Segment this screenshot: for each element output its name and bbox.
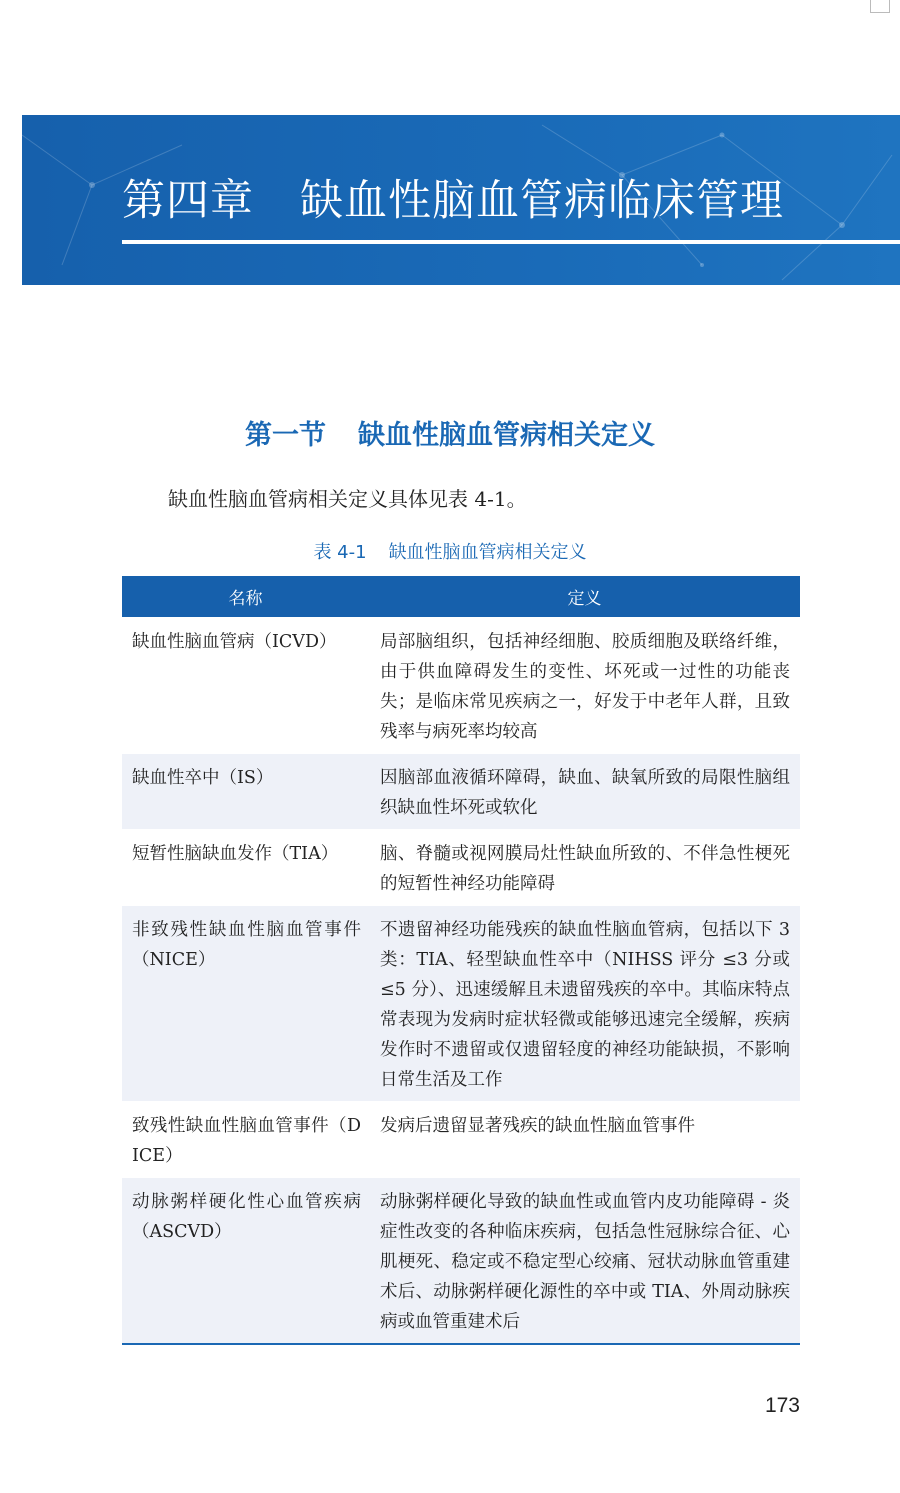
page-number: 173 bbox=[764, 1394, 800, 1417]
term-definition: 发病后遗留显著残疾的缺血性脑血管事件 bbox=[369, 1102, 800, 1178]
intro-paragraph: 缺血性脑血管病相关定义具体见表 4-1。 bbox=[168, 487, 527, 511]
chapter-title-text: 缺血性脑血管病临床管理 bbox=[300, 176, 784, 226]
chapter-title-rule bbox=[122, 240, 900, 244]
table-caption bbox=[0, 538, 900, 564]
term-definition: 动脉粥样硬化导致的缺血性或血管内皮功能障碍 - 炎症性改变的各种临床疾病，包括急性冠脉综合征、心肌梗死、稳定或不稳定型心绞痛、冠状动脉血管重建术后、动脉粥样硬化源性的卒中或 TIA、外周动脉疾病或血管重建术后 bbox=[369, 1178, 800, 1345]
table-row bbox=[122, 906, 800, 1102]
chapter-banner bbox=[22, 115, 900, 285]
term-name: 动脉粥样硬化性心血管疾病（ASCVD） bbox=[122, 1178, 369, 1345]
page-corner-mark bbox=[870, 0, 890, 13]
table-row bbox=[122, 618, 800, 754]
table-row bbox=[122, 1178, 800, 1345]
definitions-table bbox=[122, 576, 800, 1345]
section-number: 第一节 bbox=[245, 420, 326, 451]
table-row bbox=[122, 1102, 800, 1178]
term-name: 缺血性卒中（IS） bbox=[122, 754, 369, 830]
term-definition: 因脑部血液循环障碍，缺血、缺氧所致的局限性脑组织缺血性坏死或软化 bbox=[369, 754, 800, 830]
chapter-title bbox=[122, 167, 784, 228]
table-row bbox=[122, 754, 800, 830]
term-name: 缺血性脑血管病（ICVD） bbox=[122, 618, 369, 754]
chapter-number: 第四章 bbox=[122, 176, 254, 226]
table-caption-title: 缺血性脑血管病相关定义 bbox=[388, 542, 587, 563]
column-header-definition: 定义 bbox=[369, 576, 800, 618]
term-name: 致残性缺血性脑血管事件（DICE） bbox=[122, 1102, 369, 1178]
term-name: 短暂性脑缺血发作（TIA） bbox=[122, 830, 369, 906]
column-header-name: 名称 bbox=[122, 576, 369, 618]
table-row bbox=[122, 830, 800, 906]
term-definition: 不遗留神经功能残疾的缺血性脑血管病，包括以下 3 类：TIA、轻型缺血性卒中（NIHSS 评分 ≤3 分或 ≤5 分）、迅速缓解且未遗留残疾的卒中。其临床特点常表现为发病时症状轻微或能够迅速完全缓解，疾病发作时不遗留或仅遗留轻度的神经功能缺损，不影响日常生活及工作 bbox=[369, 906, 800, 1102]
term-definition: 脑、脊髓或视网膜局灶性缺血所致的、不伴急性梗死的短暂性神经功能障碍 bbox=[369, 830, 800, 906]
table-caption-number: 表 4-1 bbox=[313, 542, 367, 563]
table-header-row bbox=[122, 576, 800, 618]
term-name: 非致残性缺血性脑血管事件（NICE） bbox=[122, 906, 369, 1102]
section-title-text: 缺血性脑血管病相关定义 bbox=[358, 420, 655, 451]
section-title bbox=[0, 413, 900, 452]
term-definition: 局部脑组织，包括神经细胞、胶质细胞及联络纤维，由于供血障碍发生的变性、坏死或一过性的功能丧失；是临床常见疾病之一，好发于中老年人群，且致残率与病死率均较高 bbox=[369, 618, 800, 754]
